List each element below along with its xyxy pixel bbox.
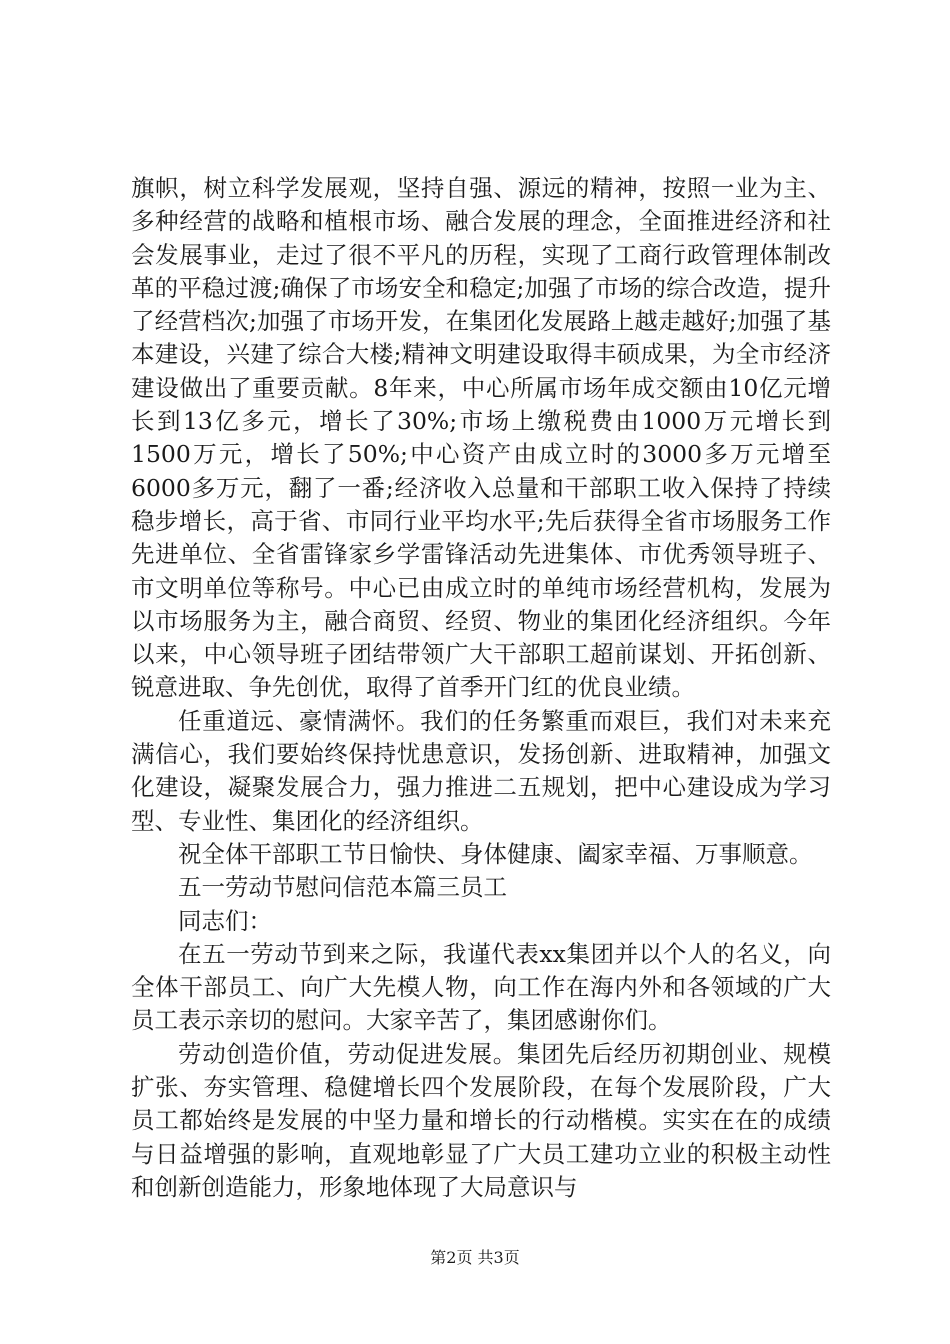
paragraph-2: 任重道远、豪情满怀。我们的任务繁重而艰巨，我们对未来充满信心，我们要始终保持忧患意识，发扬创新、进取精神，加强文化建设，凝聚发展合力，强力推进二五规划，把中心建设成为学习型、专业性、集团化的经济组织。	[131, 706, 831, 835]
paragraph-7: 劳动创造价值，劳动促进发展。集团先后经历初期创业、规模扩张、夯实管理、稳健增长四个发展阶段，在每个发展阶段，广大员工都始终是发展的中坚力量和增长的行动楷模。实实在在的成绩与日益增强的影响，直观地彰显了广大员工建功立业的积极主动性和创新创造能力，形象地体现了大局意识与	[131, 1039, 831, 1201]
section-heading: 五一劳动节慰问信范本篇三员工	[178, 873, 507, 902]
paragraph-3: 祝全体干部职工节日愉快、身体健康、阖家幸福、万事顺意。	[178, 839, 813, 868]
salutation: 同志们：	[178, 906, 272, 935]
document-body	[131, 172, 831, 1204]
paragraph-6: 在五一劳动节到来之际，我谨代表xx集团并以个人的名义，向全体干部员工、向广大先模人物，向工作在海内外和各领域的广大员工表示亲切的慰问。大家辛苦了，集团感谢你们。	[131, 939, 831, 1035]
paragraph-1: 旗帜，树立科学发展观，坚持自强、源远的精神，按照一业为主、多种经营的战略和植根市场、融合发展的理念，全面推进经济和社会发展事业，走过了很不平凡的历程，实现了工商行政管理体制改革的平稳过渡;确保了市场安全和稳定;加强了市场的综合改造，提升了经营档次;加强了市场开发，在集团化发展路上越走越好;加强了基本建设，兴建了综合大楼;精神文明建设取得丰硕成果，为全市经济建设做出了重要贡献。8年来，中心所属市场年成交额由10亿元增长到13亿多元，增长了30%;市场上缴税费由1000万元增长到1500万元，增长了50%;中心资产由成立时的3000多万元增至6000多万元，翻了一番;经济收入总量和干部职工收入保持了持续稳步增长，高于省、市同行业平均水平;先后获得全省市场服务工作先进单位、全省雷锋家乡学雷锋活动先进集体、市优秀领导班子、市文明单位等称号。中心已由成立时的单纯市场经营机构，发展为以市场服务为主，融合商贸、经贸、物业的集团化经济组织。今年以来，中心领导班子团结带领广大干部职工超前谋划、开拓创新、锐意进取、争先创优，取得了首季开门红的优良业绩。	[131, 174, 831, 702]
page-number: 第2页 共3页	[430, 1248, 520, 1267]
